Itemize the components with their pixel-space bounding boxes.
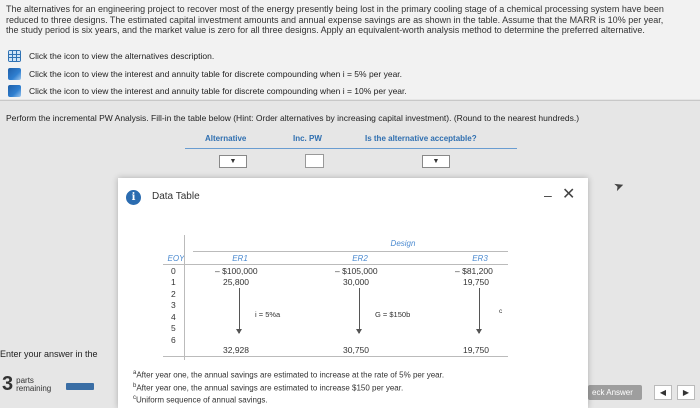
footnotes <box>133 368 444 406</box>
check-answer-button[interactable]: eck Answer <box>588 385 642 400</box>
er2-header: ER2 <box>352 254 368 263</box>
er2-note: G = $150b <box>375 310 411 319</box>
eoy-cell: 6 <box>171 335 176 345</box>
eoy-cell: 5 <box>171 323 176 333</box>
er3-header: ER3 <box>472 254 488 263</box>
parts-label-line: remaining <box>16 384 52 393</box>
er3-note: c <box>499 308 503 315</box>
eoy-cell: 2 <box>171 289 176 299</box>
table-rule <box>163 264 508 265</box>
er3-year0: – $81,200 <box>455 266 493 276</box>
eoy-cell: 1 <box>171 277 176 287</box>
design-data-table <box>163 235 508 360</box>
parts-label-line: parts <box>16 376 34 385</box>
eoy-header: EOY <box>167 254 185 263</box>
col-alternative-header: Alternative <box>205 134 247 143</box>
er2-year0: – $105,000 <box>335 266 378 276</box>
header-underline <box>185 148 517 149</box>
col-acceptable-header: Is the alternative acceptable? <box>365 134 477 143</box>
footnote-c: $^c$Uniform sequence of annual savings. <box>133 395 268 405</box>
interest-table-5-link[interactable] <box>8 67 402 81</box>
er1-year1: 25,800 <box>223 277 249 287</box>
interest-table-10-link[interactable] <box>8 84 407 98</box>
er2-arrow-line <box>359 288 360 333</box>
next-button[interactable] <box>677 385 695 400</box>
footnote-c-text: Uniform sequence of annual savings. <box>136 395 268 405</box>
eoy-cell: 3 <box>171 300 176 310</box>
footnote-b-text: After year one, the annual savings are estimated to increase $150 per year. <box>136 383 404 393</box>
footnote-b: $^b$After year one, the annual savings are estimated to increase $150 per year. <box>133 382 404 393</box>
close-button[interactable]: ✕ <box>562 186 576 203</box>
chevron-down-icon: ▼ <box>229 158 237 165</box>
design-super-header: Design <box>390 239 416 248</box>
er1-year6: 32,928 <box>223 345 249 355</box>
eoy-cell: 0 <box>171 266 176 276</box>
resource-links <box>0 45 700 99</box>
data-table-dialog <box>118 178 588 408</box>
dialog-title: Data Table <box>152 191 200 202</box>
down-arrow-icon <box>236 329 242 334</box>
problem-line: the study period is six years, and the market value is zero for all three designs. Apply an equivalent-worth analysis method to determine the preferred alternative. <box>6 25 645 35</box>
table-grid-icon[interactable] <box>8 50 21 62</box>
problem-line: The alternatives for an engineering project to recover most of the energy presently being lost in the primary cooling stage of a chemical processing system have been <box>6 4 664 14</box>
progress-bar <box>66 383 94 390</box>
er3-year6: 19,750 <box>463 345 489 355</box>
er1-year0: – $100,000 <box>215 266 258 276</box>
minimize-button[interactable]: – <box>544 187 552 203</box>
interest-table-10-label[interactable]: Click the icon to view the interest and annuity table for discrete compounding when i = 10% per year. <box>29 86 407 96</box>
mouse-cursor-icon: ➤ <box>611 177 627 195</box>
prev-button[interactable] <box>654 385 672 400</box>
parts-label <box>16 377 51 393</box>
parts-count: 3 <box>2 373 14 395</box>
col-inc-pw-header: Inc. PW <box>293 134 322 143</box>
interest-table-5-label[interactable]: Click the icon to view the interest and annuity table for discrete compounding when i = 5% per year. <box>29 69 403 79</box>
chevron-right-icon: ▶ <box>682 388 690 397</box>
footnote-a: $^a$After year one, the annual savings are estimated to increase at the rate of 5% per year. <box>133 370 445 380</box>
footnote-a-text: After year one, the annual savings are estimated to increase at the rate of 5% per year. <box>136 370 445 380</box>
problem-line: reduced to three designs. The estimated capital investment amounts and annual expense savings are as shown in the table. Assume that the MARR is 10% per year, <box>6 14 664 25</box>
er1-arrow-line <box>239 288 240 333</box>
eoy-cell: 4 <box>171 312 176 322</box>
er2-year6: 30,750 <box>343 345 369 355</box>
er2-year1: 30,000 <box>343 277 369 287</box>
er1-note: i = 5%a <box>255 310 281 319</box>
instruction-text: Perform the incremental PW Analysis. Fill-in the table below (Hint: Order alternatives by increasing capital investment). (Round to the nearest hundreds.) <box>6 113 580 123</box>
alternatives-link-label[interactable]: Click the icon to view the alternatives description. <box>29 51 215 61</box>
table-rule <box>163 356 508 357</box>
down-arrow-icon <box>476 329 482 334</box>
inc-pw-input[interactable] <box>305 154 324 168</box>
problem-statement <box>0 0 700 45</box>
alternative-dropdown[interactable] <box>219 155 247 168</box>
table-rule <box>193 251 508 252</box>
answer-table <box>185 134 517 170</box>
enter-answer-text: Enter your answer in the <box>0 349 98 359</box>
er1-header: ER1 <box>232 254 248 263</box>
er3-year1: 19,750 <box>463 277 489 287</box>
alternatives-link[interactable] <box>8 49 214 63</box>
chevron-down-icon: ▼ <box>432 158 440 165</box>
chevron-left-icon: ◀ <box>659 388 667 397</box>
down-arrow-icon <box>356 329 362 334</box>
acceptable-dropdown[interactable] <box>422 155 450 168</box>
section-divider <box>0 100 700 101</box>
parts-remaining <box>2 374 51 394</box>
book-icon[interactable] <box>8 85 21 97</box>
book-icon[interactable] <box>8 68 21 80</box>
info-icon: i <box>126 190 141 205</box>
er3-arrow-line <box>479 288 480 333</box>
